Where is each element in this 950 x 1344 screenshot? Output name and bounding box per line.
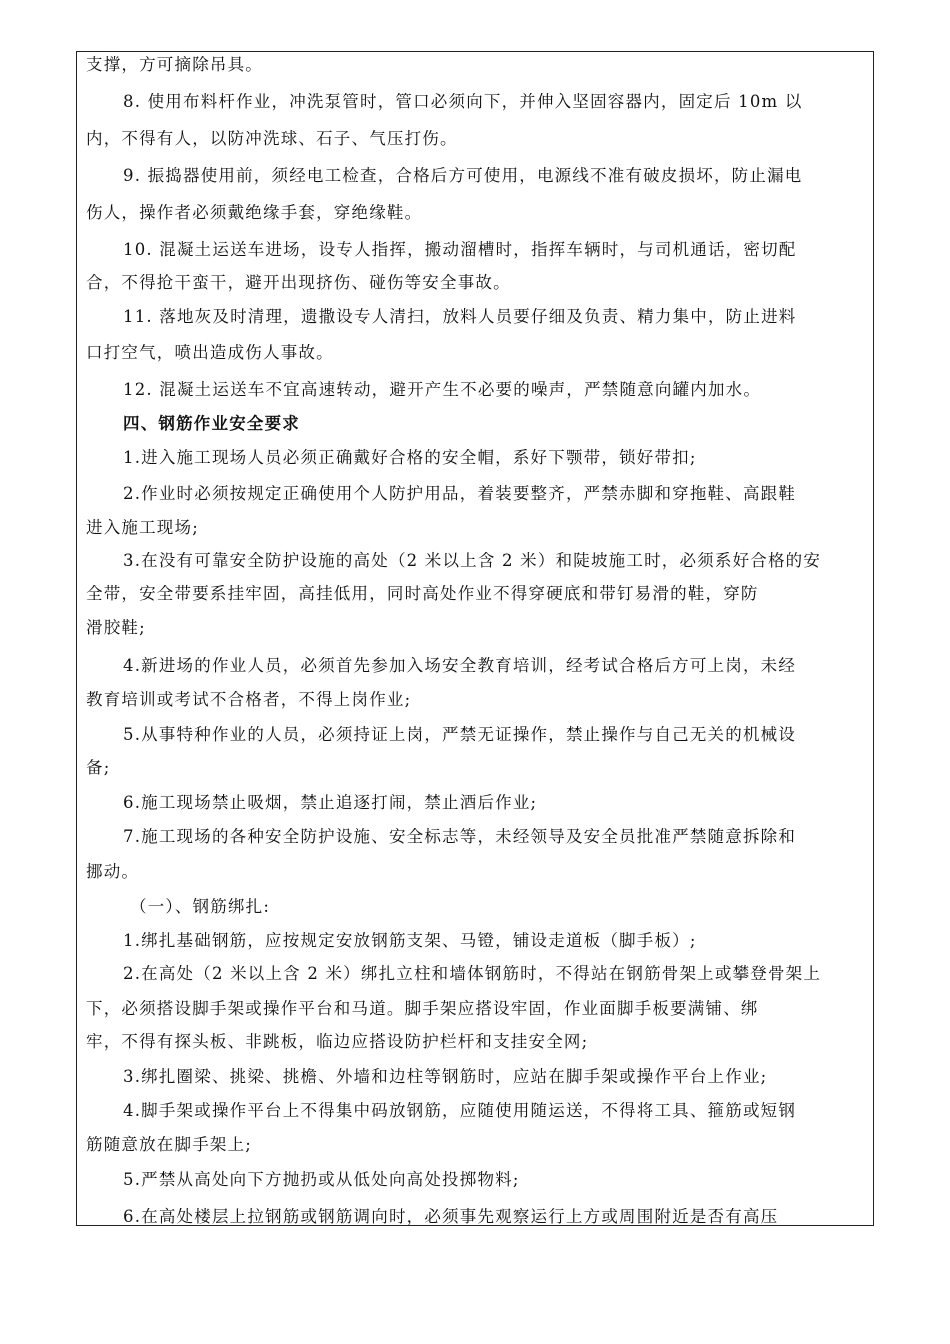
text-line: 3.在没有可靠安全防护设施的高处（2 米以上含 2 米）和陡坡施工时，必须系好合格的安 [123, 551, 822, 570]
text-line: 4.脚手架或操作平台上不得集中码放钢筋，应随使用随运送，不得将工具、箍筋或短钢 [123, 1101, 797, 1120]
text-line: 牢，不得有探头板、非跳板，临边应搭设防护栏杆和支挂安全网; [86, 1032, 589, 1051]
text-line: 3.绑扎圈梁、挑梁、挑檐、外墙和边柱等钢筋时，应站在脚手架或操作平台上作业; [123, 1067, 768, 1086]
text-line: 2.在高处（2 米以上含 2 米）绑扎立柱和墙体钢筋时，不得站在钢筋骨架上或攀登骨架上 [123, 964, 822, 983]
text-line: 滑胶鞋; [86, 618, 146, 637]
text-line: 进入施工现场; [86, 518, 199, 537]
text-line: 4.新进场的作业人员，必须首先参加入场安全教育培训，经考试合格后方可上岗，未经 [123, 656, 797, 675]
text-line: 备; [86, 758, 111, 777]
text-line: 2.作业时必须按规定正确使用个人防护用品，着装要整齐，严禁赤脚和穿拖鞋、高跟鞋 [123, 484, 797, 503]
text-line: 全带，安全带要系挂牢固，高挂低用，同时高处作业不得穿硬底和带钉易滑的鞋，穿防 [86, 584, 759, 603]
text-line: 5.严禁从高处向下方抛扔或从低处向高处投掷物料; [123, 1170, 520, 1189]
text-line: 6.施工现场禁止吸烟，禁止追逐打闹，禁止酒后作业; [123, 793, 538, 812]
text-line: 9. 振捣器使用前，须经电工检查，合格后方可使用，电源线不准有破皮损坏，防止漏电 [123, 166, 803, 185]
subsection-heading: （一）、钢筋绑扎: [130, 897, 271, 916]
text-line: 口打空气，喷出造成伤人事故。 [86, 343, 334, 362]
text-line: 5.从事特种作业的人员，必须持证上岗，严禁无证操作，禁止操作与自己无关的机械设 [123, 725, 797, 744]
text-line: 1.绑扎基础钢筋，应按规定安放钢筋支架、马镫，铺设走道板（脚手板）; [123, 931, 697, 950]
text-line: 内，不得有人，以防冲洗球、石子、气压打伤。 [86, 129, 458, 148]
text-line: 6.在高处楼层上拉钢筋或钢筋调向时，必须事先观察运行上方或周围附近是否有高压 [123, 1207, 779, 1226]
text-line: 下，必须搭设脚手架或操作平台和马道。脚手架应搭设牢固，作业面脚手板要满铺、绑 [86, 999, 759, 1018]
text-line: 7.施工现场的各种安全防护设施、安全标志等，未经领导及安全员批准严禁随意拆除和 [123, 827, 797, 846]
text-line: 支撑，方可摘除吊具。 [86, 55, 263, 74]
text-line: 11. 落地灰及时清理，遗撒设专人清扫，放料人员要仔细及负责、精力集中，防止进料 [123, 307, 797, 326]
text-line: 10. 混凝土运送车进场，设专人指挥，搬动溜槽时，指挥车辆时，与司机通话，密切配 [123, 240, 797, 259]
text-line: 挪动。 [86, 862, 140, 881]
text-line: 1.进入施工现场人员必须正确戴好合格的安全帽，系好下颚带，锁好带扣; [123, 448, 697, 467]
text-line: 12. 混凝土运送车不宜高速转动，避开产生不必要的噪声，严禁随意向罐内加水。 [123, 380, 762, 399]
text-line: 筋随意放在脚手架上; [86, 1135, 253, 1154]
text-line: 教育培训或考试不合格者，不得上岗作业; [86, 690, 412, 709]
text-line: 合，不得抢干蛮干，避开出现挤伤、碰伤等安全事故。 [86, 273, 511, 292]
section-heading: 四、钢筋作业安全要求 [123, 414, 300, 433]
text-line: 伤人，操作者必须戴绝缘手套，穿绝缘鞋。 [86, 203, 423, 222]
text-line: 8. 使用布料杆作业，冲洗泵管时，管口必须向下，并伸入坚固容器内，固定后 10m 以 [123, 92, 803, 111]
